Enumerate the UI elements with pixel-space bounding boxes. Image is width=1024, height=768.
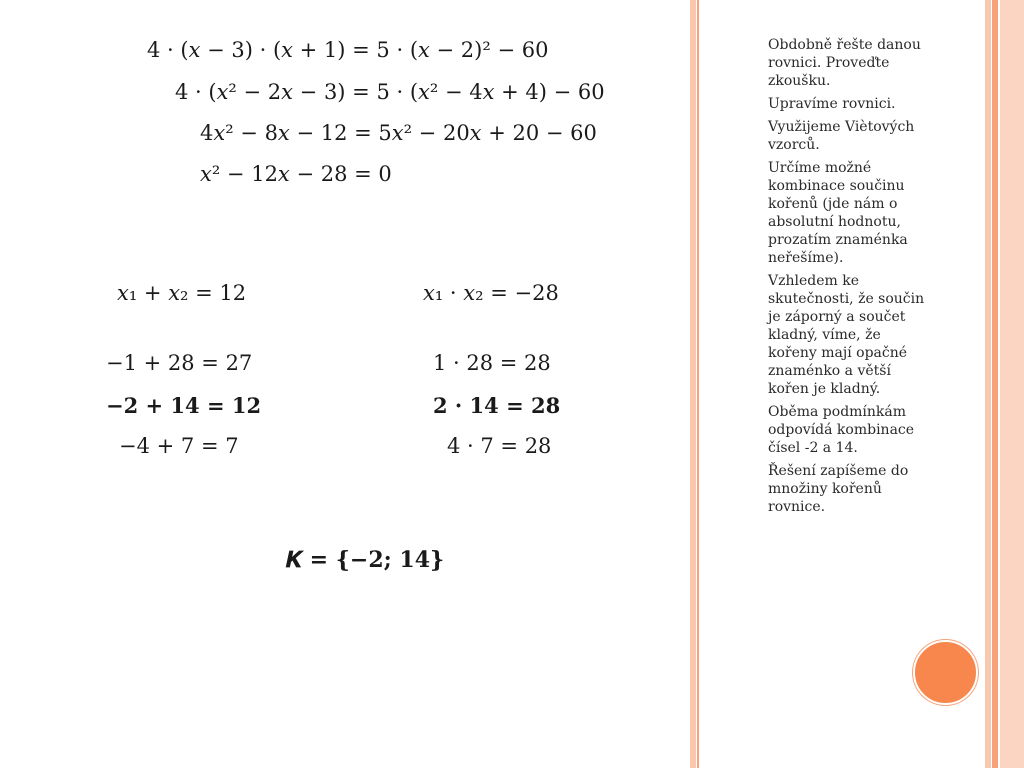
note-2: Upravíme rovnici. <box>768 96 896 112</box>
note-7: Řešení zapíšeme do množiny kořenů rovnice. <box>768 463 909 515</box>
sum-combination-2: −2 + 14 = 12 <box>106 393 262 418</box>
result-set: 𝑲 = {−𝟐; 𝟏𝟒} <box>286 547 445 573</box>
note-6: Oběma podmínkám odpovídá kombinace čísel -2 a 14. <box>768 404 915 456</box>
decor-bar-right-mid <box>992 0 998 768</box>
note-3: Využijeme Viètových vzorců. <box>768 119 915 153</box>
decor-bar-left-mid <box>697 0 699 768</box>
equation-line-4: 𝑥² − 12𝑥 − 28 = 0 <box>200 162 392 186</box>
decor-bar-right-light <box>985 0 991 768</box>
product-combination-2: 2 · 14 = 28 <box>433 393 561 418</box>
product-combination-1: 1 · 28 = 28 <box>433 351 551 375</box>
notes-column <box>768 36 928 521</box>
vieta-product: 𝑥₁ · 𝑥₂ = −28 <box>423 281 559 305</box>
equation-line-1: 4 · (𝑥 − 3) · (𝑥 + 1) = 5 · (𝑥 − 2)² − 60 <box>147 38 549 62</box>
note-5: Vzhledem ke skutečnosti, že součin je záporný a součet kladný, víme, že kořeny mají opačné znaménko a větší kořen je kladný. <box>768 273 925 397</box>
decor-bar-edge <box>1000 0 1024 768</box>
note-1: Obdobně řešte danou rovnici. Proveďte zkoušku. <box>768 37 921 89</box>
vieta-sum: 𝑥₁ + 𝑥₂ = 12 <box>117 281 247 305</box>
equation-line-2: 4 · (𝑥² − 2𝑥 − 3) = 5 · (𝑥² − 4𝑥 + 4) − 60 <box>175 80 605 104</box>
note-4: Určíme možné kombinace součinu kořenů (jde nám o absolutní hodnotu, prozatím znaménka neřešíme). <box>768 160 908 266</box>
sum-combination-3: −4 + 7 = 7 <box>119 434 239 458</box>
equation-line-3: 4𝑥² − 8𝑥 − 12 = 5𝑥² − 20𝑥 + 20 − 60 <box>200 121 597 145</box>
sum-combination-1: −1 + 28 = 27 <box>106 351 253 375</box>
decor-bar-left-light <box>690 0 696 768</box>
product-combination-3: 4 · 7 = 28 <box>447 434 552 458</box>
decor-circle <box>913 640 978 705</box>
